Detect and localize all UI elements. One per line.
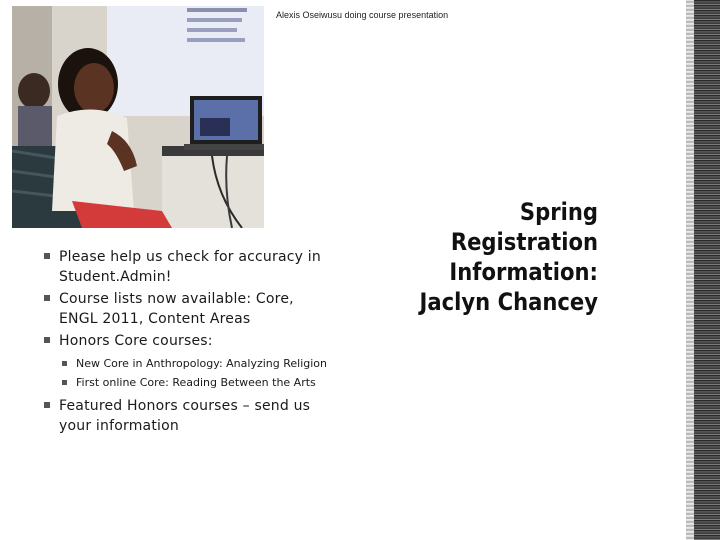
bullet-list	[42, 247, 332, 438]
decorative-edge	[694, 0, 720, 540]
title-line: Jaclyn Chancey	[419, 288, 598, 316]
bullet-text: Course lists now available: Core, ENGL 2011, Content Areas	[59, 291, 294, 327]
bullet-square-icon	[44, 402, 50, 408]
bullet-item	[42, 247, 332, 287]
bullet-text: Honors Core courses:	[59, 333, 213, 349]
photo-illustration	[12, 6, 264, 228]
bullet-square-icon	[62, 361, 67, 366]
bullet-square-icon	[44, 253, 50, 259]
sub-bullet-item	[42, 376, 332, 390]
title-line: Spring	[519, 198, 598, 226]
presentation-photo	[12, 6, 264, 228]
bullet-square-icon	[62, 380, 67, 385]
sub-bullet-list	[42, 357, 332, 390]
title-line: Registration	[450, 228, 598, 256]
sub-bullet-text: First online Core: Reading Between the Arts	[76, 376, 316, 389]
bullet-text: Featured Honors courses – send us your information	[59, 398, 311, 434]
photo-caption: Alexis Oseiwusu doing course presentation	[276, 10, 449, 20]
bullet-item	[42, 331, 332, 351]
bullet-square-icon	[44, 295, 50, 301]
bullet-item	[42, 396, 332, 436]
slide-title	[369, 197, 598, 317]
bullet-item	[42, 289, 332, 329]
bullet-text: Please help us check for accuracy in Student.Admin!	[59, 249, 321, 285]
sub-bullet-item	[42, 357, 332, 371]
bullet-square-icon	[44, 337, 50, 343]
title-line: Information:	[449, 258, 598, 286]
sub-bullet-text: New Core in Anthropology: Analyzing Religion	[76, 357, 328, 370]
